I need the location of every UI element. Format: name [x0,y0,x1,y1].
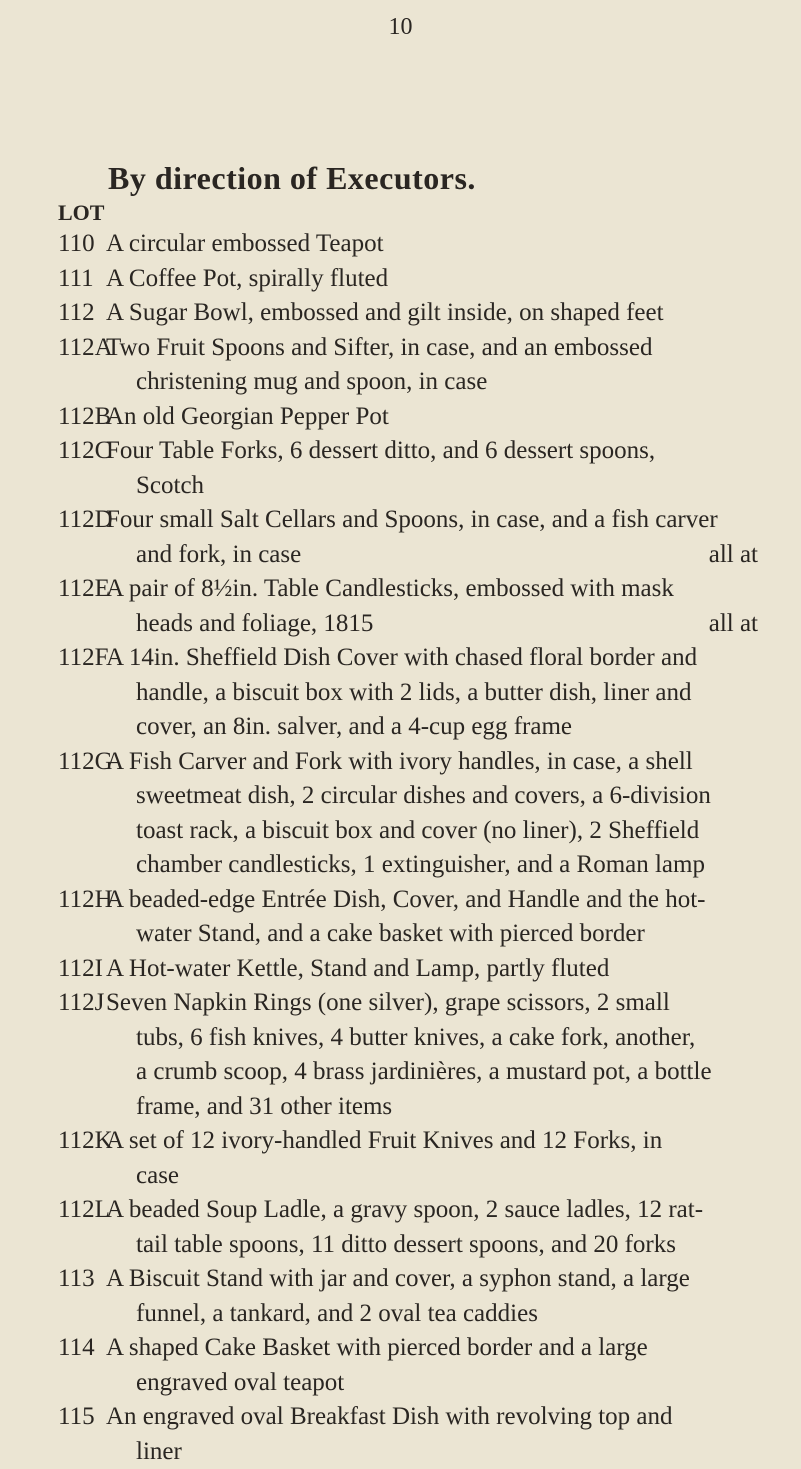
lot-description [106,883,758,952]
lot-number: 112J [58,986,104,1021]
lot-description [106,641,758,745]
lot-description-line: A pair of 8½in. Table Candlesticks, embossed with mask [106,572,758,607]
lot-description-line: christening mug and spoon, in case [106,365,758,400]
lot-description-text: heads and foliage, 1815 [136,607,373,642]
lot-number: 115 [58,1400,95,1435]
lot-description [106,986,758,1124]
lot-description [106,262,758,297]
lot-description-line: A shaped Cake Basket with pierced border and a large [106,1331,758,1366]
lot-entry [0,331,801,400]
lot-entry [0,986,801,1124]
lot-entry [0,296,801,331]
lot-entry [0,1262,801,1331]
lot-description [106,503,758,572]
lot-description-line: handle, a biscuit box with 2 lids, a butter dish, liner and [106,676,758,711]
lot-description-line: A Hot-water Kettle, Stand and Lamp, partly fluted [106,952,758,987]
lot-entry [0,227,801,262]
page-number: 10 [0,14,801,41]
lot-number: 112 [58,296,95,331]
lot-description-line: water Stand, and a cake basket with pierced border [106,917,758,952]
lot-description [106,572,758,641]
lot-number: 114 [58,1331,95,1366]
lot-description-line: A beaded Soup Ladle, a gravy spoon, 2 sauce ladles, 12 rat- [106,1193,758,1228]
lot-description [106,227,758,262]
lot-entry [0,262,801,297]
lot-description-line: Seven Napkin Rings (one silver), grape scissors, 2 small [106,986,758,1021]
lot-description-line: A set of 12 ivory-handled Fruit Knives and 12 Forks, in [106,1124,758,1159]
lot-number: 112C [58,434,111,469]
lot-description-line: A circular embossed Teapot [106,227,758,262]
lot-number: 111 [58,262,94,297]
sale-heading: By direction of Executors. [108,160,476,197]
lot-entry [0,883,801,952]
lot-entry [0,572,801,641]
lot-number: 112H [58,883,113,918]
lot-description-line: A 14in. Sheffield Dish Cover with chased floral border and [106,641,758,676]
lot-suffix: all at [709,538,758,573]
lot-description [106,745,758,883]
lot-description-line: Four Table Forks, 6 dessert ditto, and 6 dessert spoons, [106,434,758,469]
lot-number: 112D [58,503,113,538]
lot-description-line: funnel, a tankard, and 2 oval tea caddies [106,1297,758,1332]
lot-number: 112F [58,641,108,676]
lot-column-header: LOT [58,200,104,226]
lot-description-line: frame, and 31 other items [106,1090,758,1125]
lot-description [106,1400,758,1469]
lot-number: 112I [58,952,103,987]
lot-description [106,1193,758,1262]
lot-description-line: sweetmeat dish, 2 circular dishes and covers, a 6-division [106,779,758,814]
lot-description [106,296,758,331]
lot-number: 112E [58,572,110,607]
lot-description-line: Four small Salt Cellars and Spoons, in case, and a fish carver [106,503,758,538]
lot-number: 112G [58,745,113,780]
lot-entry [0,952,801,987]
lot-description-line: A beaded-edge Entrée Dish, Cover, and Handle and the hot- [106,883,758,918]
lot-description-line: toast rack, a biscuit box and cover (no liner), 2 Sheffield [106,814,758,849]
lot-list [0,227,801,1469]
lot-description-line [106,607,758,642]
lot-description-line: A Sugar Bowl, embossed and gilt inside, on shaped feet [106,296,758,331]
lot-description [106,1262,758,1331]
lot-number: 112B [58,400,111,435]
lot-description-line: Scotch [106,469,758,504]
lot-number: 113 [58,1262,95,1297]
lot-entry [0,434,801,503]
lot-description-line: A Fish Carver and Fork with ivory handles, in case, a shell [106,745,758,780]
lot-entry [0,745,801,883]
lot-entry [0,1331,801,1400]
lot-description-line: tubs, 6 fish knives, 4 butter knives, a cake fork, another, [106,1021,758,1056]
lot-entry [0,1124,801,1193]
lot-description [106,400,758,435]
lot-description [106,331,758,400]
lot-description [106,1124,758,1193]
lot-description-line: liner [106,1435,758,1469]
lot-description-line: Two Fruit Spoons and Sifter, in case, and an embossed [106,331,758,366]
lot-entry [0,503,801,572]
lot-suffix: all at [709,607,758,642]
lot-description-line [106,538,758,573]
lot-number: 112L [58,1193,110,1228]
lot-entry [0,1193,801,1262]
lot-description [106,1331,758,1400]
lot-description-line: An engraved oval Breakfast Dish with revolving top and [106,1400,758,1435]
lot-description-line: A Biscuit Stand with jar and cover, a syphon stand, a large [106,1262,758,1297]
lot-description-line: An old Georgian Pepper Pot [106,400,758,435]
lot-description-line: a crumb scoop, 4 brass jardinières, a mustard pot, a bottle [106,1055,758,1090]
lot-entry [0,641,801,745]
lot-number: 112A [58,331,113,366]
lot-description-line: tail table spoons, 11 ditto dessert spoons, and 20 forks [106,1228,758,1263]
lot-entry [0,1400,801,1469]
lot-description-line: cover, an 8in. salver, and a 4-cup egg frame [106,710,758,745]
lot-number: 112K [58,1124,113,1159]
lot-description-line: case [106,1159,758,1194]
lot-description [106,434,758,503]
lot-description-line: A Coffee Pot, spirally fluted [106,262,758,297]
lot-description-line: chamber candlesticks, 1 extinguisher, and a Roman lamp [106,848,758,883]
lot-description-line: engraved oval teapot [106,1366,758,1401]
lot-entry [0,400,801,435]
lot-description-text: and fork, in case [136,538,301,573]
lot-number: 110 [58,227,95,262]
lot-description [106,952,758,987]
